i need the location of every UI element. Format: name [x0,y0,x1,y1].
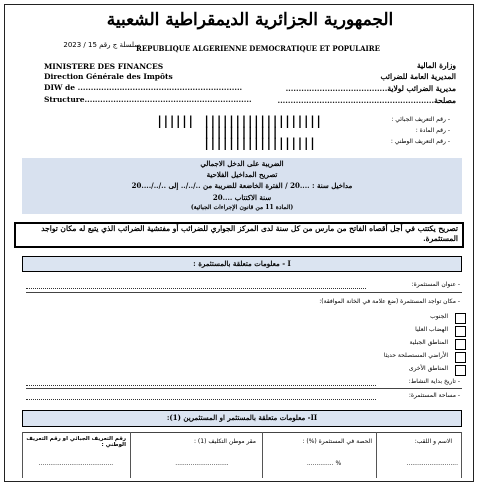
series-number: سلسلة ج رقم 15 / 2023 [63,41,140,49]
address-field[interactable] [26,288,366,289]
income-line-1: الضريبة على الدخل الاجمالي [200,159,284,168]
structure-fr: Structure................................................................ [44,95,252,104]
col-header-tax-id: رقم التعريف الجبائي او رقم التعريف الوطني : [26,436,126,448]
diw-ar: مديرية الضرائب لولاية....................................... [285,84,456,93]
col-header-name: الاسم و اللقب: [414,438,452,445]
table-col-border [130,432,131,478]
table-col-border [461,432,462,478]
cell-tax-id[interactable]: ....................................... [38,460,114,467]
start-date-label: - تاريخ بداية النشاط: [408,378,460,385]
table-col-border [376,432,377,478]
zone-other-checkbox[interactable] [455,365,466,376]
direction-ar: المديرية العامة للضرائب [380,72,456,81]
diw-fr: DIW de ............................................................... [44,83,243,92]
address-label: - عنوان المستثمرة: [411,281,460,288]
income-line-5: (المادة 11 من قانون الإجراءات الجبائية) [190,204,294,211]
cell-domicile[interactable]: ............................ [175,460,229,467]
cell-share[interactable]: .............. % [306,460,342,467]
nin-boxes[interactable]: |||||||||||||||||| [203,136,316,150]
nif-label: - رقم التعريف الجبائي : [391,116,450,123]
zone-highlands-label: الهضاب العليا [415,326,448,333]
location-label: - مكان تواجد المستثمرة (ضع علامة في الخانة الموافقة): [319,298,460,305]
zone-reclaimed-checkbox[interactable] [455,352,466,363]
ministry-ar: وزارة المالية [416,61,456,70]
investors-table [22,432,462,478]
nin-label: - رقم التعريف الوطني : [390,138,450,145]
table-col-border [262,432,263,478]
article-label: - رقم المادة : [415,127,450,134]
zone-other-label: المناطق الأخرى [408,365,448,372]
start-date-field[interactable] [26,385,376,386]
section-1-title: I - معلومات متعلقة بالمستثمرة : [193,259,291,268]
col-header-domicile: مقر موطن التكليف (1) : [193,438,256,445]
title-french: REPUBLIQUE ALGERIENNE DEMOCRATIQUE ET POPULAIRE [136,44,380,53]
table-top-border [22,432,462,433]
article-boxes[interactable]: |||||||||||| [203,125,278,139]
zone-mountain-label: المناطق الجبلية [409,339,448,346]
zone-highlands-checkbox[interactable] [455,326,466,337]
divider [26,292,462,293]
income-line-2: تصريح المداخيل الفلاحية [206,170,278,179]
area-label: - مساحة المستثمرة: [408,392,460,399]
title-arabic: الجمهورية الجزائرية الديمقراطية الشعبية [106,10,394,30]
income-line-3: مداخيل سنة : ....20 / الفترة الخاضعة للضريبة من ../../.. إلى ../../....20 [131,181,353,190]
zone-mountain-checkbox[interactable] [455,339,466,350]
area-field[interactable] [26,399,376,400]
col-header-share: الحصة في المستثمرة (%) : [302,438,372,445]
structure-ar: مصلحة............................................................ [277,96,456,105]
ministry-fr: MINISTERE DES FINANCES [44,62,164,71]
cell-name[interactable]: ........................... [406,460,458,467]
table-col-border [22,432,23,478]
zone-south-label: الجنوب [430,313,448,320]
nif-boxes[interactable]: ||||||||||||||||||| [203,114,322,128]
direction-fr: Direction Générale des Impôts [44,72,173,81]
section-2-title: II- معلومات متعلقة بالمستثمر او المستثمرين (1): [166,413,318,422]
nif-boxes-left[interactable]: |||||| [156,114,194,128]
zone-reclaimed-label: الأراضي المستصلحة حديثا [383,352,448,359]
zone-south-checkbox[interactable] [455,313,466,324]
income-line-4: سنة الاكتتاب ....20 [212,193,272,202]
notice-text: تصريح يكتتب في أجل أقصاه الفاتح من مارس من كل سنة لدى المركز الجواري للضرائب أو مفتشية الضرائب الذي يتبع له مكان تواجد المستثمرة. [41,224,458,243]
divider [26,388,462,389]
